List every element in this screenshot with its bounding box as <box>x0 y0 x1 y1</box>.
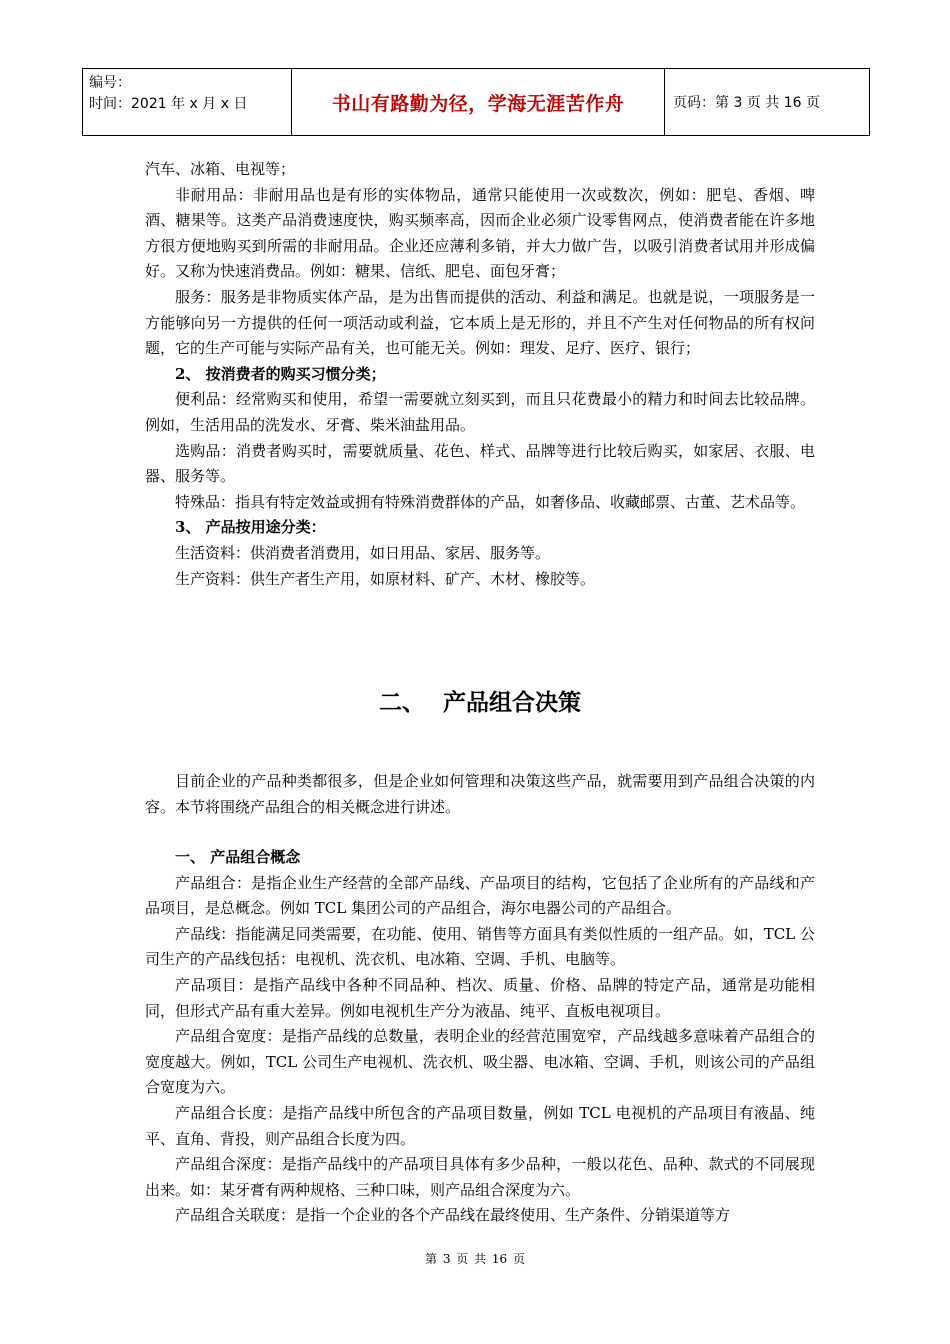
subsection-title: 一、 产品组合概念 <box>175 848 301 866</box>
paragraph: 目前企业的产品种类都很多，但是企业如何管理和决策这些产品，就需要用到产品组合决策的内容。本节将围绕产品组合的相关概念进行讲述。 <box>145 772 815 816</box>
content-group-2 <box>145 769 815 820</box>
paragraph: 产品组合长度：是指产品线中所包含的产品项目数量，例如 TCL 电视机的产品项目有液晶、纯平、直角、背投，则产品组合长度为四。 <box>145 1103 815 1148</box>
section-title-wrap <box>145 684 815 724</box>
section-title <box>145 684 815 717</box>
number-label: 编号： <box>89 75 131 91</box>
paragraph: 服务：服务是非物质实体产品，是为出售而提供的活动、利益和满足。也就是说，一项服务是一方能够向另一方提供的任何一项活动或利益，它本质上是无形的，并且不产生对任何物品的所有权问题，它的生产可能与实际产品有关，也可能无关。例如：理发、足疗、医疗、银行； <box>145 287 815 358</box>
header-page-label: 页码：第 3 页 共 16 页 <box>665 69 870 136</box>
paragraph: 生活资料：供消费者消费用，如日用品、家居、服务等。 <box>175 543 551 562</box>
paragraph: 产品组合深度：是指产品线中的产品项目具体有多少品种，一般以花色、品种、款式的不同展现出来。如：某牙膏有两种规格、三种口味，则产品组合深度为六。 <box>145 1155 815 1199</box>
paragraph: 生产资料：供生产者生产用，如原材料、矿产、木材、橡胶等。 <box>175 569 596 588</box>
paragraph: 选购品：消费者购买时，需要就质量、花色、样式、品牌等进行比较后购买，如家居、衣服、电器、服务等。 <box>145 441 815 486</box>
content-group-2-wrap <box>145 769 815 820</box>
section-title-text: 产品组合决策 <box>443 690 581 716</box>
header-info-cell <box>83 69 292 136</box>
subheading: 2、 按消费者的购买习惯分类； <box>175 364 386 383</box>
paragraph: 便利品：经常购买和使用，希望一需要就立刻买到，而且只花费最小的精力和时间去比较品牌。例如，生活用品的洗发水、牙膏、柴米油盐用品。 <box>145 390 815 434</box>
date-label: 时间：2021 年 x 月 x 日 <box>89 96 248 112</box>
content-group-3-wrap <box>145 845 815 1229</box>
paragraph: 特殊品：指具有特定效益或拥有特殊消费群体的产品，如奢侈品、收藏邮票、古董、艺术品等。 <box>175 492 806 511</box>
paragraph: 汽车、冰箱、电视等； <box>145 160 296 178</box>
paragraph: 产品组合宽度：是指产品线的总数量，表明企业的经营范围宽窄，产品线越多意味着产品组合的宽度越大。例如，TCL 公司生产电视机、洗衣机、吸尘器、电冰箱、空调、手机，则该公司的产品组合宽度为六。 <box>145 1027 815 1097</box>
header-motto: 书山有路勤为径，学海无涯苦作舟 <box>292 69 665 136</box>
section-title-number: 二、 <box>379 690 425 716</box>
content-group-3 <box>145 871 815 1229</box>
paragraph: 产品项目：是指产品线中各种不同品种、档次、质量、价格、品牌的特定产品，通常是功能相同，但形式产品有重大差异。例如电视机生产分为液晶、纯平、直板电视项目。 <box>145 975 815 1020</box>
page-header <box>82 68 870 136</box>
paragraph: 产品组合：是指企业生产经营的全部产品线、产品项目的结构，它包括了企业所有的产品线和产品项目，是总概念。例如 TCL 集团公司的产品组合，海尔电器公司的产品组合。 <box>145 873 815 918</box>
content-group-1 <box>145 157 815 592</box>
paragraph: 非耐用品：非耐用品也是有形的实体物品，通常只能使用一次或数次，例如：肥皂、香烟、啤酒、糖果等。这类产品消费速度快，购买频率高，因而企业必须广设零售网点，使消费者能在许多地方很方便地购买到所需的非耐用品。企业还应薄利多销，并大力做广告，以吸引消费者试用并形成偏好。又称为快速消费品。例如：糖果、信纸、肥皂、面包牙膏； <box>145 185 815 281</box>
paragraph: 产品组合关联度：是指一个企业的各个产品线在最终使用、生产条件、分销渠道等方 <box>175 1206 731 1225</box>
paragraph: 产品线：指能满足同类需要，在功能、使用、销售等方面具有类似性质的一组产品。如，TCL 公司生产的产品线包括：电视机、洗衣机、电冰箱、空调、手机、电脑等。 <box>145 924 815 969</box>
page-content <box>145 157 815 592</box>
subheading: 3、 产品按用途分类： <box>175 518 326 537</box>
page-footer: 第 3 页 共 16 页 <box>425 1252 525 1266</box>
